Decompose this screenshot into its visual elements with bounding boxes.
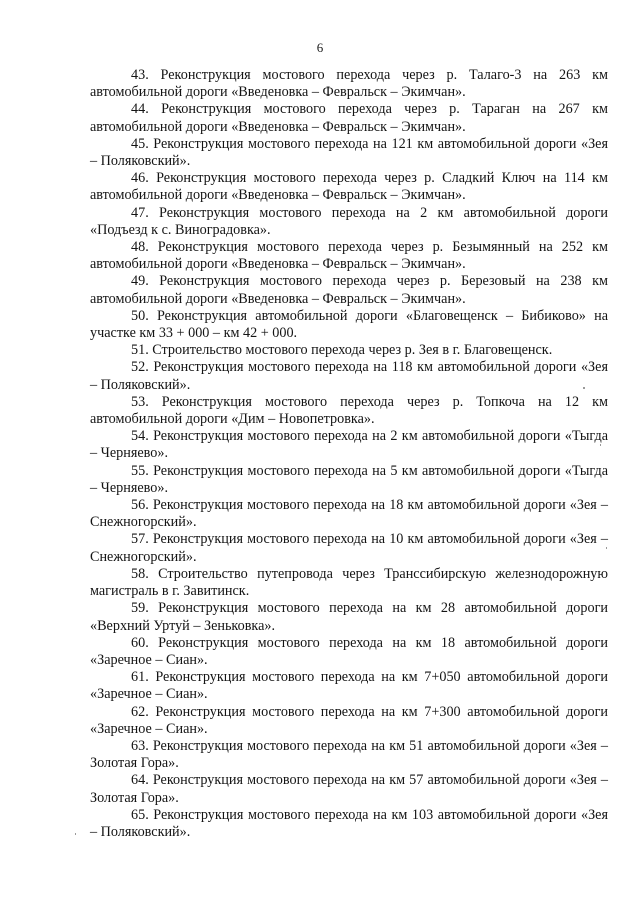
scan-speck xyxy=(606,547,607,549)
list-item: 52. Реконструкция мостового перехода на 118 км автомобильной дороги «Зея – Поляковский». xyxy=(90,359,608,393)
list-item: 62. Реконструкция мостового перехода на км 7+300 автомобильной дороги «Заречное – Сиан». xyxy=(90,703,608,737)
list-item: 47. Реконструкция мостового перехода на 2 км автомобильной дороги «Подъезд к с. Виноградовка». xyxy=(90,204,608,238)
scan-speck xyxy=(583,387,585,389)
list-item: 53. Реконструкция мостового перехода через р. Топкоча на 12 км автомобильной дороги «Дим – Новопетровка». xyxy=(90,393,608,428)
list-item: 44. Реконструкция мостового перехода через р. Тараган на 267 км автомобильной дороги «Введеновка – Февральск – Экимчан». xyxy=(90,101,608,135)
list-item: 49. Реконструкция мостового перехода через р. Березовый на 238 км автомобильной дороги «Введеновка – Февральск – Экимчан». xyxy=(90,273,608,307)
list-item: 54. Реконструкция мостового перехода на 2 км автомобильной дороги «Тыгда – Черняево». xyxy=(90,428,608,462)
list-item: 60. Реконструкция мостового перехода на км 18 автомобильной дороги «Заречное – Сиан». xyxy=(90,634,608,668)
scan-speck xyxy=(600,444,601,446)
list-item: 43. Реконструкция мостового перехода через р. Талаго-3 на 263 км автомобильной дороги «Введеновка – Февральск – Экимчан». xyxy=(90,67,608,101)
list-item: 50. Реконструкция автомобильной дороги «Благовещенск – Бибиково» на участке км 33 + 000 – км 42 + 000. xyxy=(90,307,608,342)
list-item: 48. Реконструкция мостового перехода через р. Безымянный на 252 км автомобильной дороги «Введеновка – Февральск – Экимчан». xyxy=(90,239,608,273)
page-number: 6 xyxy=(316,40,324,55)
list-item: 46. Реконструкция мостового перехода через р. Сладкий Ключ на 114 км автомобильной дороги «Введеновка – Февральск – Экимчан». xyxy=(90,170,608,204)
list-item: 57. Реконструкция мостового перехода на 10 км автомобильной дороги «Зея – Снежногорский». xyxy=(90,531,608,565)
list-item: 51. Строительство мостового перехода через р. Зея в г. Благовещенск. xyxy=(131,342,553,359)
list-item: 58. Строительство путепровода через Транссибирскую железнодорожную магистраль в г. Завитинск. xyxy=(90,565,608,600)
list-item: 55. Реконструкция мостового перехода на 5 км автомобильной дороги «Тыгда – Черняево». xyxy=(90,462,608,496)
list-item: 61. Реконструкция мостового перехода на км 7+050 автомобильной дороги «Заречное – Сиан». xyxy=(90,669,608,703)
list-item: 65. Реконструкция мостового перехода на км 103 автомобильной дороги «Зея – Поляковский». xyxy=(90,806,608,840)
list-item: 56. Реконструкция мостового перехода на 18 км автомобильной дороги «Зея – Снежногорский». xyxy=(90,497,608,531)
list-item: 45. Реконструкция мостового перехода на 121 км автомобильной дороги «Зея – Поляковский». xyxy=(90,135,608,170)
list-item: 64. Реконструкция мостового перехода на км 57 автомобильной дороги «Зея – Золотая Гора». xyxy=(90,772,608,806)
item-list xyxy=(90,67,608,841)
list-item: 59. Реконструкция мостового перехода на км 28 автомобильной дороги «Верхний Уртуй – Зеньковка». xyxy=(90,600,608,634)
scan-speck xyxy=(75,833,76,835)
list-item: 63. Реконструкция мостового перехода на км 51 автомобильной дороги «Зея – Золотая Гора». xyxy=(90,737,608,772)
